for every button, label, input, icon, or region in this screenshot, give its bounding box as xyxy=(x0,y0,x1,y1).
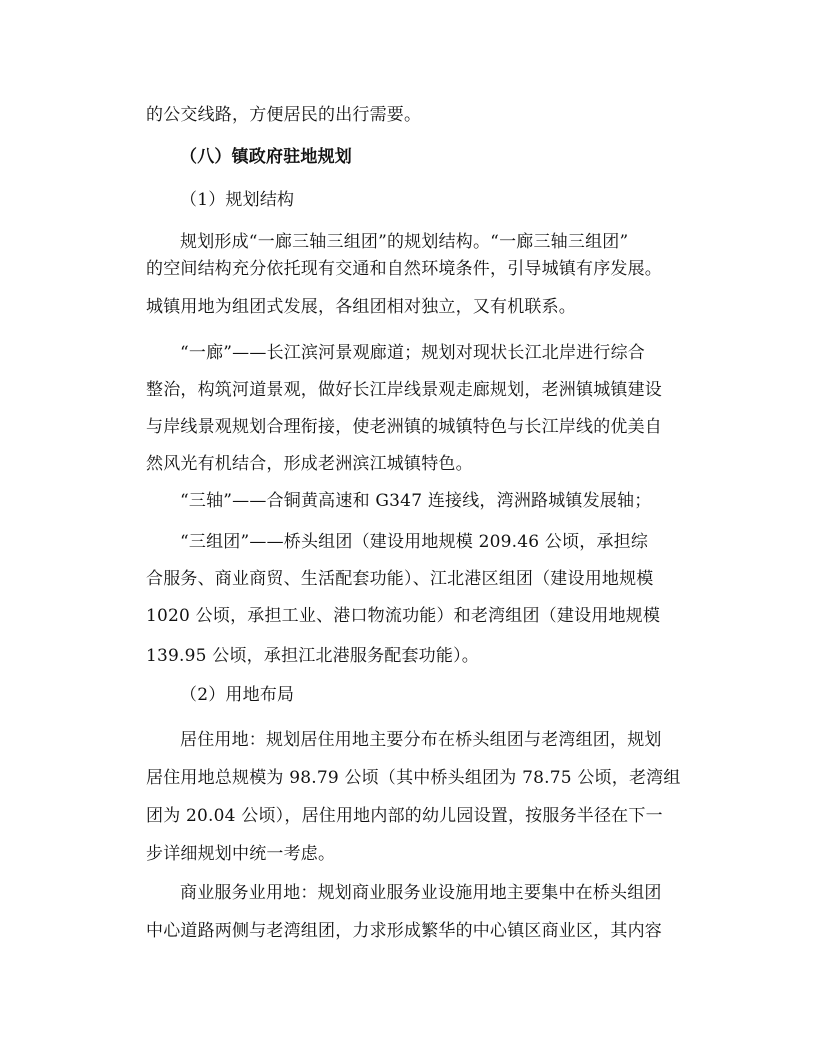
text-line: 团为 20.04 公顷），居住用地内部的幼儿园设置，按服务半径在下一 xyxy=(146,806,663,826)
text-line: “三轴”——合铜黄高速和 G347 连接线，湾洲路城镇发展轴； xyxy=(180,491,652,511)
text-line: 居住用地：规划居住用地主要分布在桥头组团与老湾组团，规划 xyxy=(180,730,662,750)
text-line: 中心道路两侧与老湾组团，力求形成繁华的中心镇区商业区，其内容 xyxy=(146,921,662,941)
text-line: 合服务、商业商贸、生活配套功能）、江北港区组团（建设用地规模 xyxy=(146,569,654,589)
text-line: 然风光有机结合，形成老洲滨江城镇特色。 xyxy=(146,454,473,474)
text-line: 商业服务业用地：规划商业服务业设施用地主要集中在桥头组团 xyxy=(180,883,662,903)
text-line: 的空间结构充分依托现有交通和自然环境条件，引导城镇有序发展。 xyxy=(146,259,662,279)
text-line: 城镇用地为组团式发展，各组团相对独立，又有机联系。 xyxy=(146,297,576,317)
text-line: 1020 公顷，承担工业、港口物流功能）和老湾组团（建设用地规模 xyxy=(146,606,661,626)
subsection-heading: （1）规划结构 xyxy=(180,190,295,210)
text-line: “一廊”——长江滨河景观廊道；规划对现状长江北岸进行综合 xyxy=(180,343,645,363)
subsection-heading: （2）用地布局 xyxy=(180,685,295,705)
text-line: 整治，构筑河道景观，做好长江岸线景观走廊规划，老洲镇城镇建设 xyxy=(146,380,662,400)
text-line: 的公交线路，方便居民的出行需要。 xyxy=(146,105,422,125)
text-line: 139.95 公顷，承担江北港服务配套功能）。 xyxy=(146,646,479,666)
section-heading: （八）镇政府驻地规划 xyxy=(180,147,352,167)
text-line: 与岸线景观规划合理衔接，使老洲镇的城镇特色与长江岸线的优美自 xyxy=(146,417,662,437)
text-line: “三组团”——桥头组团（建设用地规模 209.46 公顷，承担综 xyxy=(180,532,649,552)
text-line: 居住用地总规模为 98.79 公顷（其中桥头组团为 78.75 公顷，老湾组 xyxy=(146,768,681,788)
text-line: 规划形成“一廊三轴三组团”的规划结构。“一廊三轴三组团” xyxy=(180,232,629,252)
text-line: 步详细规划中统一考虑。 xyxy=(146,844,336,864)
